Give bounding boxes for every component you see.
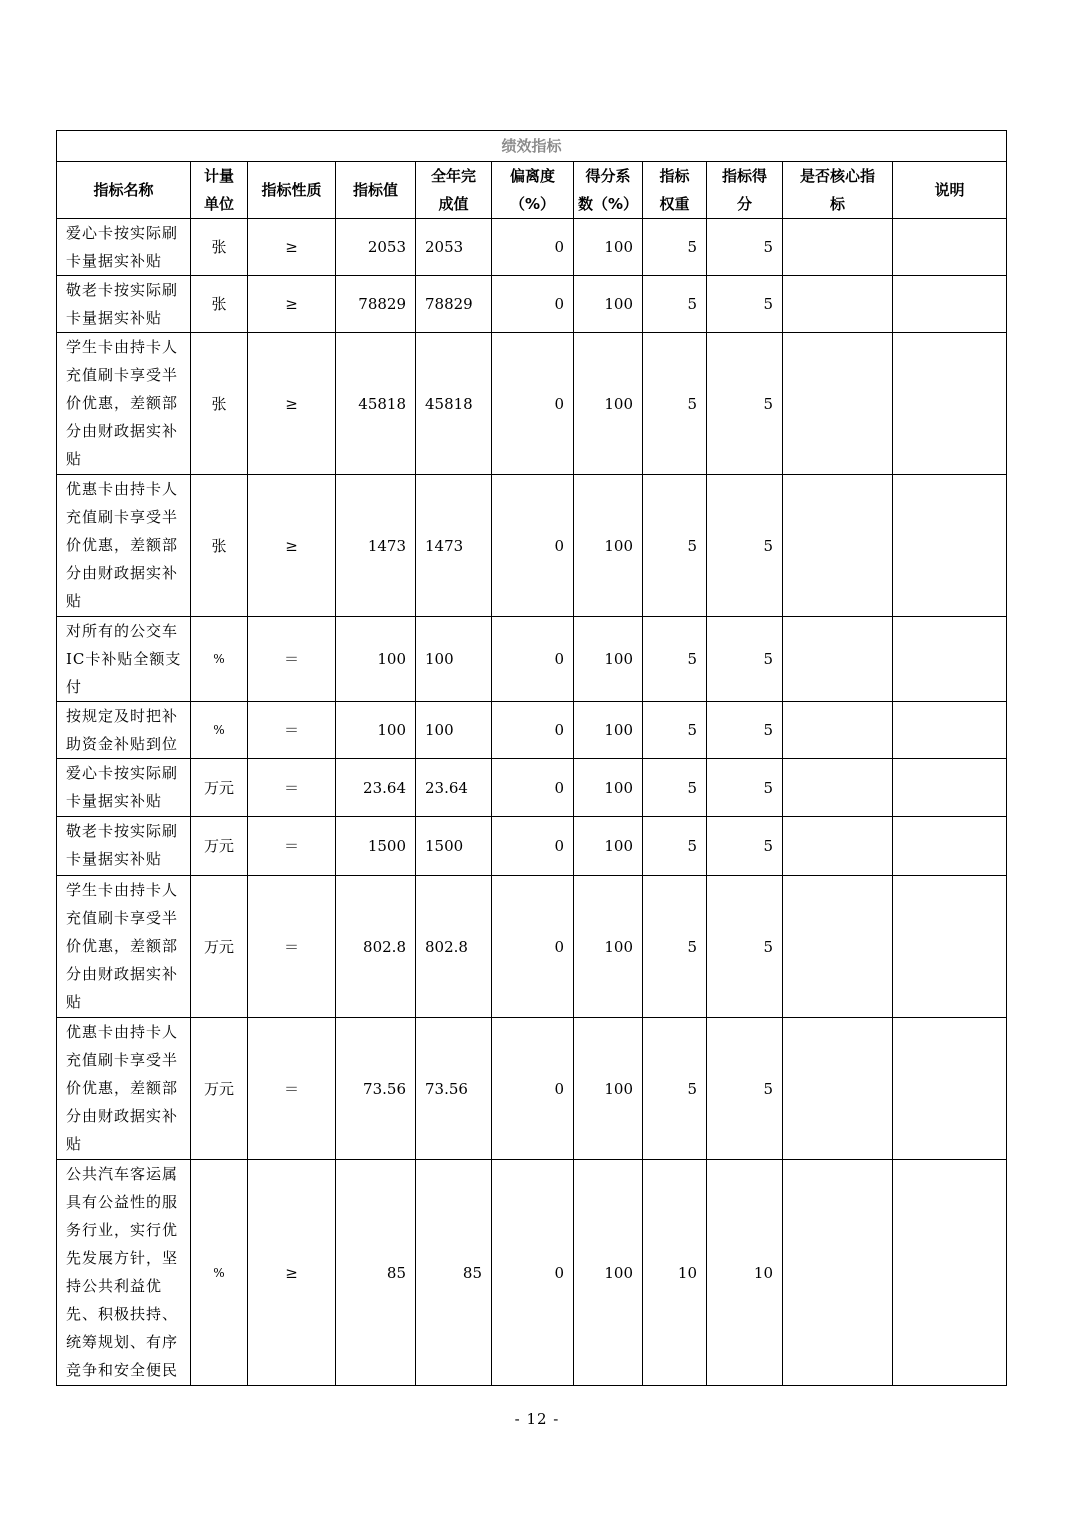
- actual-value-cell: 23.64: [416, 759, 492, 817]
- core-indicator-cell: [783, 219, 893, 276]
- deviation-cell: 0: [492, 1160, 574, 1386]
- nature-cell: ＝: [248, 1018, 336, 1160]
- table-row: [57, 1018, 1007, 1160]
- weight-cell: 5: [643, 219, 707, 276]
- nature-cell: ≥: [248, 219, 336, 276]
- page-number: - 12 -: [514, 1410, 560, 1428]
- table-row: [57, 333, 1007, 475]
- unit-cell: 张: [191, 219, 248, 276]
- score-coefficient-cell: 100: [574, 876, 643, 1018]
- score-cell: 5: [707, 276, 783, 333]
- actual-value-cell: 78829: [416, 276, 492, 333]
- actual-value-cell: 45818: [416, 333, 492, 475]
- table-row: [57, 219, 1007, 276]
- score-coefficient-cell: 100: [574, 1160, 643, 1386]
- weight-cell: 5: [643, 333, 707, 475]
- nature-cell: ≥: [248, 333, 336, 475]
- deviation-cell: 0: [492, 333, 574, 475]
- actual-value-cell: 802.8: [416, 876, 492, 1018]
- actual-value-cell: 100: [416, 702, 492, 759]
- unit-cell: %: [191, 617, 248, 702]
- weight-cell: 5: [643, 276, 707, 333]
- unit-cell: 万元: [191, 1018, 248, 1160]
- target-value-cell: 1500: [336, 817, 416, 876]
- nature-cell: ＝: [248, 702, 336, 759]
- core-indicator-cell: [783, 702, 893, 759]
- unit-cell: %: [191, 702, 248, 759]
- score-coefficient-cell: 100: [574, 817, 643, 876]
- core-indicator-cell: [783, 817, 893, 876]
- deviation-cell: 0: [492, 759, 574, 817]
- weight-cell: 10: [643, 1160, 707, 1386]
- remark-cell: [893, 817, 1007, 876]
- indicator-name-cell: 优惠卡由持卡人充值刷卡享受半价优惠，差额部分由财政据实补贴: [57, 1018, 191, 1160]
- core-indicator-cell: [783, 276, 893, 333]
- target-value-cell: 85: [336, 1160, 416, 1386]
- score-coefficient-cell: 100: [574, 1018, 643, 1160]
- performance-indicator-table: [56, 130, 1007, 1386]
- indicator-name-cell: 敬老卡按实际刷卡量据实补贴: [57, 276, 191, 333]
- col-header-weight: 指标 权重: [643, 162, 707, 219]
- score-cell: 5: [707, 1018, 783, 1160]
- score-cell: 5: [707, 219, 783, 276]
- table-row: [57, 475, 1007, 617]
- col-header-score: 指标得 分: [707, 162, 783, 219]
- table-row: [57, 702, 1007, 759]
- nature-cell: ＝: [248, 759, 336, 817]
- unit-cell: %: [191, 1160, 248, 1386]
- col-header-name: 指标名称: [57, 162, 191, 219]
- score-coefficient-cell: 100: [574, 219, 643, 276]
- table-row: [57, 617, 1007, 702]
- unit-cell: 张: [191, 276, 248, 333]
- core-indicator-cell: [783, 1018, 893, 1160]
- col-header-target: 指标值: [336, 162, 416, 219]
- actual-value-cell: 100: [416, 617, 492, 702]
- indicator-name-cell: 爱心卡按实际刷卡量据实补贴: [57, 219, 191, 276]
- remark-cell: [893, 1018, 1007, 1160]
- score-cell: 5: [707, 817, 783, 876]
- weight-cell: 5: [643, 759, 707, 817]
- target-value-cell: 2053: [336, 219, 416, 276]
- indicator-name-cell: 爱心卡按实际刷卡量据实补贴: [57, 759, 191, 817]
- remark-cell: [893, 876, 1007, 1018]
- table-row: [57, 759, 1007, 817]
- score-coefficient-cell: 100: [574, 759, 643, 817]
- table-row: [57, 276, 1007, 333]
- core-indicator-cell: [783, 617, 893, 702]
- actual-value-cell: 73.56: [416, 1018, 492, 1160]
- unit-cell: 张: [191, 475, 248, 617]
- col-header-nature: 指标性质: [248, 162, 336, 219]
- unit-cell: 万元: [191, 876, 248, 1018]
- remark-cell: [893, 333, 1007, 475]
- score-cell: 10: [707, 1160, 783, 1386]
- deviation-cell: 0: [492, 817, 574, 876]
- deviation-cell: 0: [492, 702, 574, 759]
- col-header-remark: 说明: [893, 162, 1007, 219]
- core-indicator-cell: [783, 333, 893, 475]
- score-coefficient-cell: 100: [574, 333, 643, 475]
- col-header-deviation: 偏离度 （%）: [492, 162, 574, 219]
- indicator-name-cell: 学生卡由持卡人充值刷卡享受半价优惠，差额部分由财政据实补贴: [57, 876, 191, 1018]
- nature-cell: ＝: [248, 876, 336, 1018]
- target-value-cell: 100: [336, 702, 416, 759]
- target-value-cell: 23.64: [336, 759, 416, 817]
- target-value-cell: 73.56: [336, 1018, 416, 1160]
- deviation-cell: 0: [492, 276, 574, 333]
- deviation-cell: 0: [492, 219, 574, 276]
- table-row: [57, 1160, 1007, 1386]
- remark-cell: [893, 759, 1007, 817]
- nature-cell: ≥: [248, 475, 336, 617]
- col-header-coef: 得分系 数（%）: [574, 162, 643, 219]
- indicator-name-cell: 按规定及时把补助资金补贴到位: [57, 702, 191, 759]
- table-row: [57, 876, 1007, 1018]
- remark-cell: [893, 276, 1007, 333]
- score-cell: 5: [707, 333, 783, 475]
- core-indicator-cell: [783, 1160, 893, 1386]
- header-row: [57, 162, 1007, 219]
- actual-value-cell: 1473: [416, 475, 492, 617]
- unit-cell: 万元: [191, 817, 248, 876]
- target-value-cell: 802.8: [336, 876, 416, 1018]
- score-cell: 5: [707, 759, 783, 817]
- score-cell: 5: [707, 617, 783, 702]
- remark-cell: [893, 219, 1007, 276]
- core-indicator-cell: [783, 876, 893, 1018]
- weight-cell: 5: [643, 475, 707, 617]
- nature-cell: ≥: [248, 1160, 336, 1386]
- weight-cell: 5: [643, 876, 707, 1018]
- core-indicator-cell: [783, 475, 893, 617]
- indicator-name-cell: 敬老卡按实际刷卡量据实补贴: [57, 817, 191, 876]
- score-coefficient-cell: 100: [574, 702, 643, 759]
- col-header-actual: 全年完 成值: [416, 162, 492, 219]
- weight-cell: 5: [643, 617, 707, 702]
- remark-cell: [893, 702, 1007, 759]
- deviation-cell: 0: [492, 1018, 574, 1160]
- target-value-cell: 100: [336, 617, 416, 702]
- indicator-name-cell: 对所有的公交车IC卡补贴全额支付: [57, 617, 191, 702]
- actual-value-cell: 2053: [416, 219, 492, 276]
- target-value-cell: 78829: [336, 276, 416, 333]
- col-header-core: 是否核心指 标: [783, 162, 893, 219]
- nature-cell: ＝: [248, 817, 336, 876]
- indicator-name-cell: 公共汽车客运属具有公益性的服务行业，实行优先发展方针，坚持公共利益优先、积极扶持、统筹规划、有序竞争和安全便民: [57, 1160, 191, 1386]
- unit-cell: 万元: [191, 759, 248, 817]
- actual-value-cell: 1500: [416, 817, 492, 876]
- table-title: 绩效指标: [57, 131, 1007, 162]
- core-indicator-cell: [783, 759, 893, 817]
- nature-cell: ＝: [248, 617, 336, 702]
- score-coefficient-cell: 100: [574, 617, 643, 702]
- score-coefficient-cell: 100: [574, 276, 643, 333]
- nature-cell: ≥: [248, 276, 336, 333]
- deviation-cell: 0: [492, 617, 574, 702]
- remark-cell: [893, 1160, 1007, 1386]
- col-header-unit: 计量 单位: [191, 162, 248, 219]
- actual-value-cell: 85: [416, 1160, 492, 1386]
- score-cell: 5: [707, 876, 783, 1018]
- table-row: [57, 817, 1007, 876]
- remark-cell: [893, 475, 1007, 617]
- weight-cell: 5: [643, 1018, 707, 1160]
- weight-cell: 5: [643, 702, 707, 759]
- score-coefficient-cell: 100: [574, 475, 643, 617]
- weight-cell: 5: [643, 817, 707, 876]
- unit-cell: 张: [191, 333, 248, 475]
- target-value-cell: 45818: [336, 333, 416, 475]
- indicator-name-cell: 优惠卡由持卡人充值刷卡享受半价优惠，差额部分由财政据实补贴: [57, 475, 191, 617]
- indicator-name-cell: 学生卡由持卡人充值刷卡享受半价优惠，差额部分由财政据实补贴: [57, 333, 191, 475]
- score-cell: 5: [707, 702, 783, 759]
- deviation-cell: 0: [492, 876, 574, 1018]
- deviation-cell: 0: [492, 475, 574, 617]
- score-cell: 5: [707, 475, 783, 617]
- target-value-cell: 1473: [336, 475, 416, 617]
- remark-cell: [893, 617, 1007, 702]
